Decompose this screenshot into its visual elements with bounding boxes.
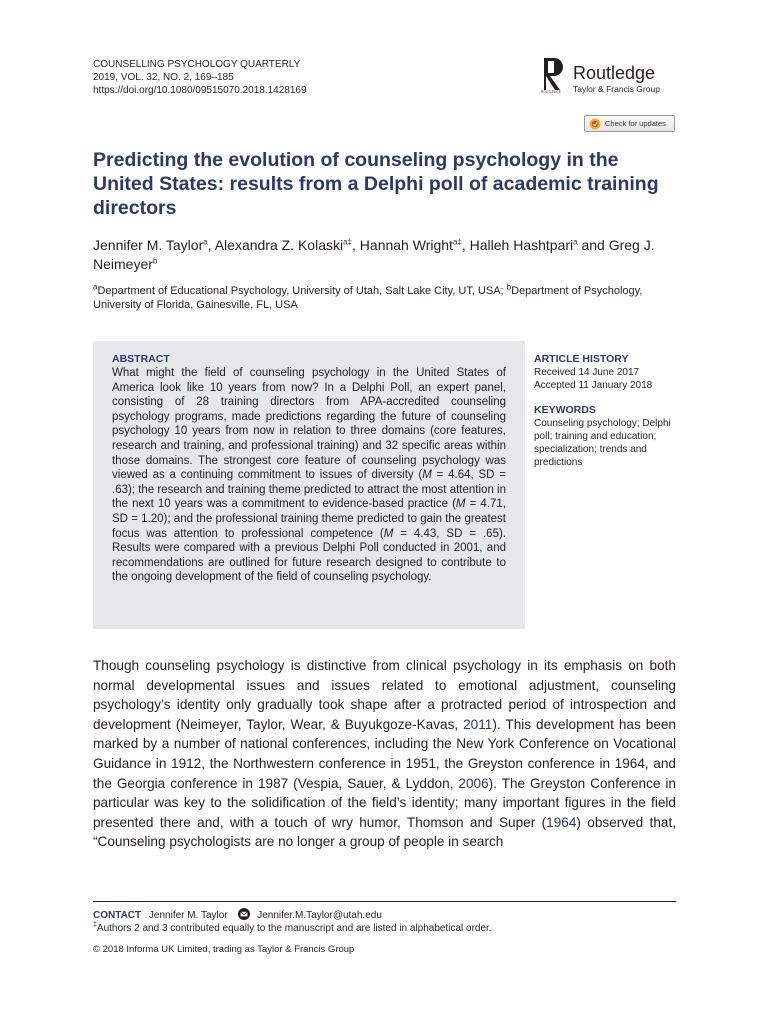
received-date: Received 14 June 2017 <box>534 367 640 378</box>
author-affil-mark[interactable]: a <box>203 237 208 247</box>
body-segment: ). The Greyston Conference in particular was key to the solidification of the field’s identity; many important figures in the field presented there and, with a touch of wry humor, Thomson and Super ( <box>93 775 676 830</box>
abstract-segment: = 4.43, SD = .65). Results were compared with a previous Delphi Poll conducted in 2001, and recommendations are outlined for future research designed to contribute to the ongoing development of the field of counseling psychology. <box>112 527 506 584</box>
author-name: Jennifer M. Taylor <box>93 237 204 253</box>
author-list <box>93 236 683 274</box>
article-history-heading: ARTICLE HISTORY <box>534 353 629 365</box>
author-note <box>93 922 492 935</box>
abstract-segment: What might the field of counseling psychology in the United States of America look like 10 years from now? In a Delphi Poll, an expert panel, consisting of 28 training directors from APA-accredited counseling psychology programs, made predictions regarding the future of counseling psychology 10 years from now in relation to three domains (core features, research and training, and professional training) and 32 specific areas within those domains. The strongest core feature of counseling psychology was viewed as a continuing commitment to issues of diversity ( <box>112 367 506 482</box>
footer-divider <box>93 901 676 902</box>
author-name: Hannah Wright <box>359 237 453 253</box>
routledge-mark-text: ROUTLEDGE <box>541 90 561 94</box>
author-affil-mark[interactable]: a‡ <box>452 237 462 247</box>
journal-name: COUNSELLING PSYCHOLOGY QUARTERLY <box>93 59 301 70</box>
accepted-date: Accepted 11 January 2018 <box>534 380 653 391</box>
journal-info <box>93 58 307 97</box>
note-mark: ‡ <box>93 921 97 929</box>
author-affil-mark[interactable]: a‡ <box>343 237 353 247</box>
abstract-segment: = 4.71, SD = 1.20); and the professional training theme predicted to gain the greatest focus was attention to professional competence ( <box>112 498 506 540</box>
keywords <box>534 404 679 469</box>
body-paragraph <box>93 656 676 852</box>
abstract-text <box>112 366 506 585</box>
note-text: Authors 2 and 3 contributed equally to the manuscript and are listed in alphabetical order. <box>96 923 492 934</box>
author-separator: , <box>207 237 215 253</box>
abstract-stat: M <box>422 469 432 482</box>
author-affil-mark[interactable]: a <box>573 237 578 247</box>
check-updates-icon <box>589 118 601 130</box>
journal-doi[interactable]: https://doi.org/10.1080/09515070.2018.1428169 <box>93 85 307 96</box>
article-title: Predicting the evolution of counseling psychology in the United States: results from a Delphi poll of academic training directors <box>93 149 659 219</box>
affil-mark: b <box>506 282 512 292</box>
citation-link[interactable]: 1964 <box>546 814 577 830</box>
author-affil-mark[interactable]: b <box>152 256 158 266</box>
journal-issue: 2019, VOL. 32, NO. 2, 169–185 <box>93 72 234 83</box>
publisher-logo <box>538 56 678 100</box>
author-separator: , <box>352 237 360 253</box>
abstract-stat: M <box>455 498 466 511</box>
keywords-text: Counseling psychology; Delphi poll; training and education; specialization; trends and predictions <box>534 418 671 468</box>
abstract-stat: M <box>383 527 394 540</box>
author-name: Alexandra Z. Kolaski <box>214 237 344 253</box>
author-separator: and <box>577 237 609 253</box>
check-for-updates-button[interactable] <box>584 115 675 132</box>
affiliation-text: Department of Educational Psychology, University of Utah, Salt Lake City, UT, USA; <box>97 285 507 297</box>
body-segment: ). This development has been marked by a number of national conferences, including the New York Conference on Vocational Guidance in 1912, the Northwestern conference in 1951, the Greyston conference in 1964, and the Georgia conference in 1987 (Vespia, Sauer, & Lyddon, <box>93 716 676 791</box>
email-icon <box>238 908 250 920</box>
publisher-name: Routledge <box>573 63 656 83</box>
author-separator: , <box>461 237 470 253</box>
affiliations <box>93 284 683 312</box>
article-history <box>534 353 679 392</box>
contact-name: Jennifer M. Taylor <box>148 910 228 921</box>
body-segment: Though counseling psychology is distinctive from clinical psychology in its emphasis on both normal developmental issues and issues related to emotional adjustment, counseling psychology’s identity only gradually took shape after a protracted period of introspection and development (Neimeyer, Taylor, Wear, & Buyukgoze-Kavas, <box>93 658 676 732</box>
contact-label: CONTACT <box>93 910 142 921</box>
abstract-segment: = 4.64, SD = .63); the research and training theme predicted to attract the most attention in the next 10 years was a commitment to evidence-based practice ( <box>112 469 506 511</box>
affiliation-text: Department of Psychology, University of Florida, Gainesville, FL, USA <box>93 285 643 311</box>
author-name: Greg J. Neimeyer <box>93 237 655 272</box>
citation-link[interactable]: 2011 <box>463 716 493 732</box>
routledge-mark-icon <box>538 56 568 96</box>
contact-email[interactable]: Jennifer.M.Taylor@utah.edu <box>257 910 382 921</box>
body-segment: ) observed that, “Counseling psychologists are no longer a group of people in search <box>93 814 677 850</box>
copyright: © 2018 Informa UK Limited, trading as Taylor & Francis Group <box>93 944 355 955</box>
affil-mark: a <box>93 282 98 292</box>
publisher-group: Taylor & Francis Group <box>573 84 660 94</box>
check-updates-label: Check for updates <box>605 119 666 128</box>
keywords-heading: KEYWORDS <box>534 404 596 416</box>
contact-line <box>93 908 382 922</box>
abstract-box <box>93 341 525 629</box>
author-name: Halleh Hashtpari <box>469 237 574 253</box>
citation-link[interactable]: 2006 <box>458 775 489 791</box>
abstract-heading: ABSTRACT <box>112 353 170 365</box>
